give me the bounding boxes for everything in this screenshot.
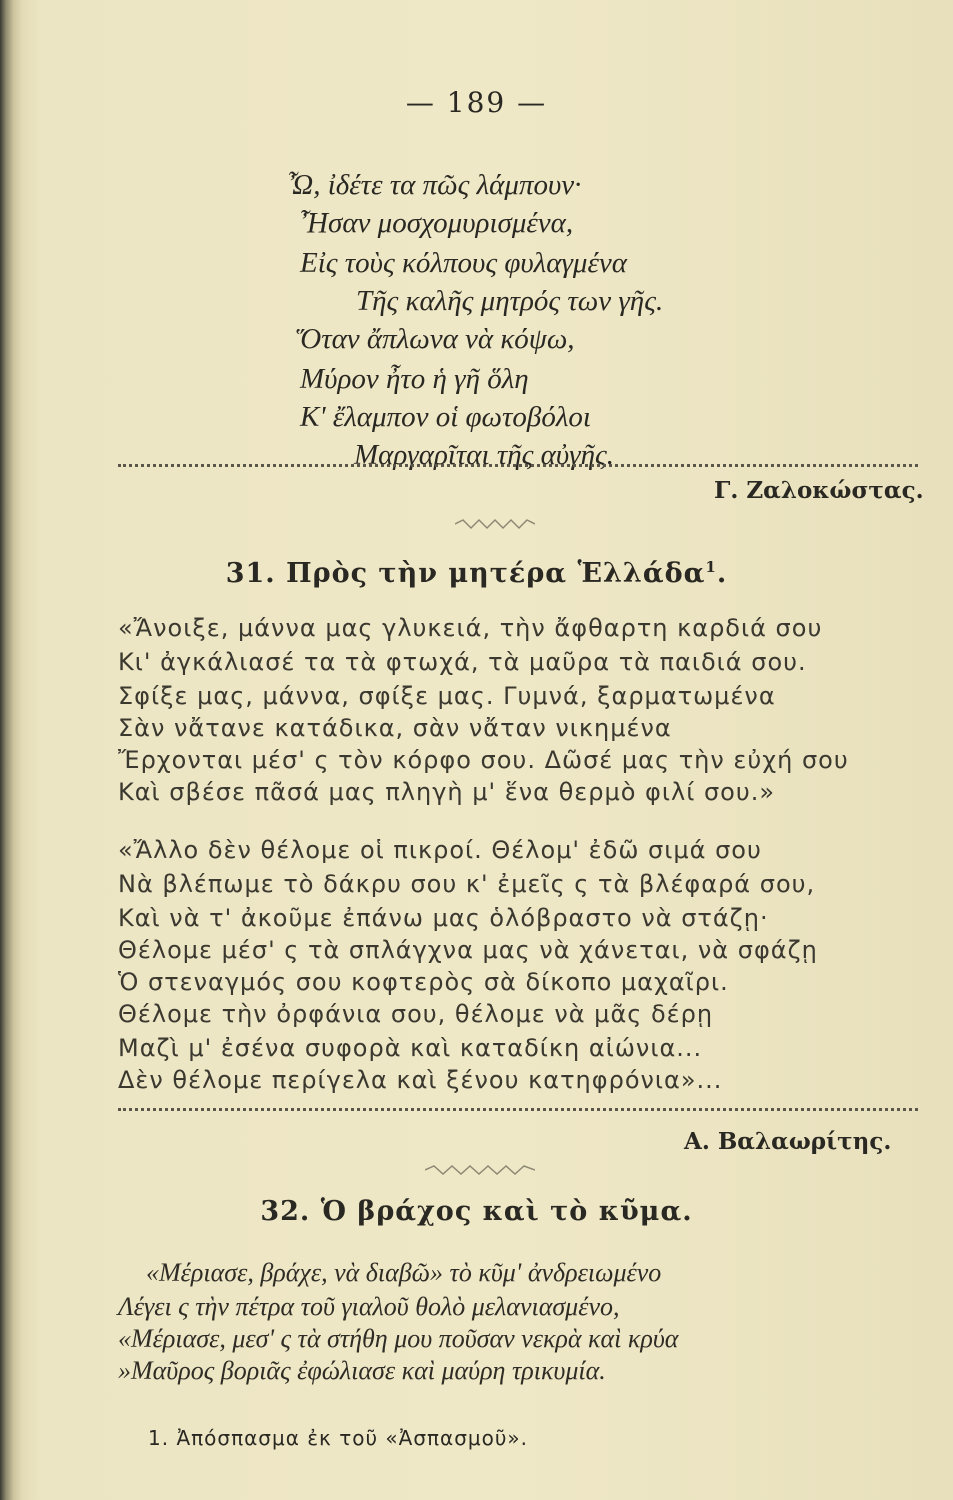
stanza-2-line: Μαζὶ μ' ἐσένα συφορὰ καὶ καταδίκη αἰώνια... — [118, 1034, 703, 1062]
poem-1-line: Μύρον ἦτο ἡ γῆ ὅλη — [300, 363, 529, 395]
book-spine-shadow — [0, 0, 22, 1500]
section-32-line: «Μέριασε, βράχε, νὰ διαβῶ» τὸ κῦμ' ἀνδρειωμένο — [146, 1258, 662, 1287]
section-31-number: 31. — [225, 558, 276, 589]
section-31-heading: Πρὸς τὴν μητέρα Ἑλλάδα — [286, 558, 706, 589]
poem-1-line: Εἰς τοὺς κόλπους φυλαγμένα — [300, 247, 627, 279]
section-31-title: 31. Πρὸς τὴν μητέρα Ἑλλάδα$^1$. — [225, 558, 728, 589]
stanza-1-line: Κι' ἀγκάλιασέ τα τὰ φτωχά, τὰ μαῦρα τὰ παιδιά σου. — [118, 648, 807, 676]
poem-1-line: Τῆς καλῆς μητρός των γῆς. — [356, 285, 664, 317]
stanza-1-line: Καὶ σβέσε πᾶσά μας πληγὴ μ' ἕνα θερμὸ φιλί σου.» — [118, 778, 776, 806]
stanza-2-line: «Ἄλλο δὲν θέλομε οἱ πικροί. Θέλομ' ἐδῶ σιμά σου — [118, 836, 762, 864]
footnote-mark: 1 — [705, 558, 717, 576]
stanza-2-line: Δὲν θέλομε περίγελα καὶ ξένου κατηφρόνια»... — [118, 1066, 723, 1094]
stanza-2-line: Νὰ βλέπωμε τὸ δάκρυ σου κ' ἐμεῖς ς τὰ βλέφαρά σου, — [118, 870, 816, 898]
wave-ornament — [425, 1164, 535, 1176]
author-signature: Α. Βαλαωρίτης. — [684, 1128, 892, 1155]
section-32-heading: Ὁ βράχος καὶ τὸ κῦμα. — [320, 1196, 693, 1227]
poem-1-line: Κ' ἔλαμπον οἱ φωτοβόλοι — [300, 401, 591, 433]
stanza-1-line: «Ἄνοιξε, μάννα μας γλυκειά, τὴν ἄφθαρτη καρδιά σου — [118, 614, 823, 642]
stanza-2-line: Θέλομε τὴν ὀρφάνια σου, θέλομε νὰ μᾶς δέρῃ — [118, 1000, 714, 1028]
stanza-1-line: Σὰν νἄτανε κατάδικα, σὰν νἄταν νικημένα — [118, 714, 672, 742]
stanza-2-line: Θέλομε μέσ' ς τὰ σπλάγχνα μας νὰ χάνεται, νὰ σφάζῃ — [118, 936, 818, 964]
footnote: 1. Ἀπόσπασμα ἐκ τοῦ «Ἀσπασμοῦ». — [148, 1426, 529, 1450]
author-signature: Γ. Ζαλοκώστας. — [714, 477, 924, 504]
poem-1-line: Μαργαρῖται τῆς αὐγῆς. — [354, 439, 614, 471]
section-32-line: Λέγει ς τὴν πέτρα τοῦ γιαλοῦ θολὸ μελανιασμένο, — [118, 1292, 620, 1321]
stanza-2-line: Καὶ νὰ τ' ἀκοῦμε ἐπάνω μας ὁλόβραστο νὰ στάζῃ· — [118, 904, 769, 932]
poem-1-line: Ὦ, ἰδέτε τα πῶς λάμπουν· — [288, 169, 582, 201]
stanza-1-line: Σφίξε μας, μάννα, σφίξε μας. Γυμνά, ξαρματωμένα — [118, 682, 776, 710]
section-32-number: 32. — [260, 1196, 311, 1227]
wave-ornament — [455, 518, 535, 530]
dotted-separator — [118, 1108, 918, 1111]
stanza-2-line: Ὁ στεναγμός σου κοφτερὸς σὰ δίκοπο μαχαῖρι. — [118, 968, 729, 996]
poem-1-line: Ὅταν ἄπλωνα νὰ κόψω, — [296, 323, 575, 355]
stanza-1-line: Ἔρχονται μέσ' ς τὸν κόρφο σου. Δῶσέ μας τὴν εὐχή σου — [118, 746, 849, 774]
section-32-line: «Μέριασε, μεσ' ς τὰ στήθη μου ποῦσαν νεκρὰ καὶ κρύα — [118, 1324, 679, 1353]
section-32-line: »Μαῦρος βοριᾶς ἐφώλιασε καὶ μαύρη τρικυμία. — [118, 1356, 606, 1385]
poem-1-line: Ἦσαν μοσχομυρισμένα, — [300, 207, 574, 239]
section-32-title — [0, 1196, 953, 1227]
dotted-separator — [118, 464, 918, 467]
page-number: — 189 — — [405, 86, 548, 119]
